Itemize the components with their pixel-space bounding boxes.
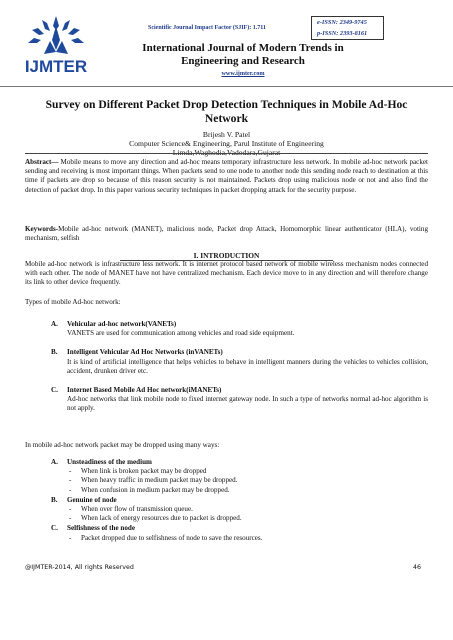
dash-bullet: - (69, 485, 72, 494)
section-heading: I. INTRODUCTION (193, 251, 260, 260)
sub-item (25, 505, 428, 514)
abstract (25, 158, 428, 195)
sub-item-text: Packet dropped due to selfishness of node to save the resources. (81, 533, 263, 542)
list-letter: A. (51, 458, 58, 466)
abstract-text: Mobile means to move any direction and ad-hoc means temporary infrastructure less network. In mobile ad-hoc network packet sending and receiving is most important things. When packets send to one node to another node this sending node reach to destination at this time if packets are drop so because of this reason security is not maintained. Packets drop using malicious node or not and also find the detection of packet drop. In this paper various security techniques in packet dropping attack for the security purpose. (25, 158, 428, 194)
list-item (25, 386, 428, 414)
sub-item (25, 467, 428, 476)
issn-box (311, 16, 384, 40)
list-item-body: It is kind of artificial intelligence that helps vehicles to behave in intelligent manners during the vehicles to vehicles collision, accident, drunken driver etc. (67, 357, 428, 375)
author-location: Limda,Waghodia,Vadodara,Gujarat (172, 148, 281, 158)
types-intro: Types of mobile Ad-hoc network: (25, 298, 121, 306)
sub-item-text: When link is broken packet may be dropped (81, 467, 207, 476)
paper-title: Survey on Different Packet Drop Detection Techniques in Mobile Ad-Hoc Network (45, 98, 408, 125)
dash-bullet: - (69, 514, 72, 523)
dash-bullet: - (69, 533, 72, 542)
keywords-text: Mobile ad-hoc network (MANET), malicious node, Packet drop Attack, Homomorphic linear authenticator (HLA), voting mechanism, selfish (25, 225, 428, 243)
list-item (25, 496, 428, 524)
keywords-label: Keywords- (25, 225, 59, 233)
dash-bullet: - (69, 467, 72, 476)
svg-text:IJMTER: IJMTER (24, 57, 88, 76)
list-item-heading: Intelligent Vehicular Ad Hoc Networks (inVANETs) (67, 348, 223, 357)
sub-item (25, 476, 428, 485)
header-divider (0, 86, 453, 87)
abstract-divider (25, 153, 428, 154)
list-item-body: VANETS are used for communication among vehicles and road side equipment. (67, 329, 295, 338)
sub-item-text: When confusion in medium packet may be dropped. (81, 485, 230, 494)
sub-item (25, 534, 428, 543)
list-letter: A. (51, 320, 58, 328)
drop-intro: In mobile ad-hoc network packet may be dropped using many ways: (25, 441, 220, 449)
pissn: p-ISSN: 2393-8161 (317, 30, 368, 37)
journal-url-link[interactable]: www.ijmter.com (221, 70, 265, 77)
dash-bullet: - (69, 476, 72, 485)
keywords (25, 225, 428, 243)
types-list (25, 320, 428, 424)
footer-copyright: @IJMTER-2014, All rights Reserved (25, 564, 134, 571)
list-letter: B. (51, 495, 58, 504)
list-item-heading: Vehicular ad-hoc network(VANETs) (67, 320, 177, 328)
journal-title: International Journal of Modern Trends in Engineering and Research (142, 42, 344, 67)
author-affiliation: Computer Science& Engineering, Parul Institute of Engineering (129, 139, 324, 149)
eissn: e-ISSN: 2349-9745 (317, 19, 367, 26)
sub-item-text: When lack of energy resources due to packet is dropped. (81, 514, 242, 523)
dash-bullet: - (69, 505, 72, 514)
list-item-heading: Selfishness of the node (67, 524, 135, 533)
drop-reasons-list (25, 458, 428, 544)
list-item-body: Ad-hoc networks that link mobile node to fixed internet gateway node. In such a type of networks normal ad-hoc algorithm is not apply. (67, 395, 428, 413)
sub-item-text: When heavy traffic in medium packet may be dropped. (81, 476, 238, 485)
list-letter: C. (51, 386, 58, 395)
list-item (25, 348, 428, 376)
list-item-heading: Unsteadiness of the medium (67, 458, 152, 466)
sub-item (25, 514, 428, 523)
intro-paragraph: Mobile ad-hoc network is infrastructure less network. It is internet protocol based network of mobile wireless mechanism nodes connected with each other. The node of MANET have not have centralized mechanism. Each device move to in any direction and will therefore change its link to other device frequently. (25, 260, 428, 287)
journal-logo (10, 10, 102, 80)
sub-item-text: When over flow of transmission queue. (81, 505, 193, 514)
abstract-label: Abstract— (25, 158, 59, 166)
author-name: Brijesh V. Patel (202, 130, 251, 139)
list-letter: B. (51, 348, 58, 357)
list-item-heading: Genuine of node (67, 495, 117, 504)
list-letter: C. (51, 524, 58, 533)
list-item (25, 320, 428, 338)
list-item (25, 458, 428, 495)
impact-factor: Scientific Journal Impact Factor (SJIF): 1.711 (148, 25, 266, 31)
page-number: 46 (413, 564, 422, 571)
sub-item (25, 486, 428, 495)
list-item (25, 524, 428, 542)
list-item-heading: Internet Based Mobile Ad Hoc network(iMANETs) (67, 386, 222, 395)
